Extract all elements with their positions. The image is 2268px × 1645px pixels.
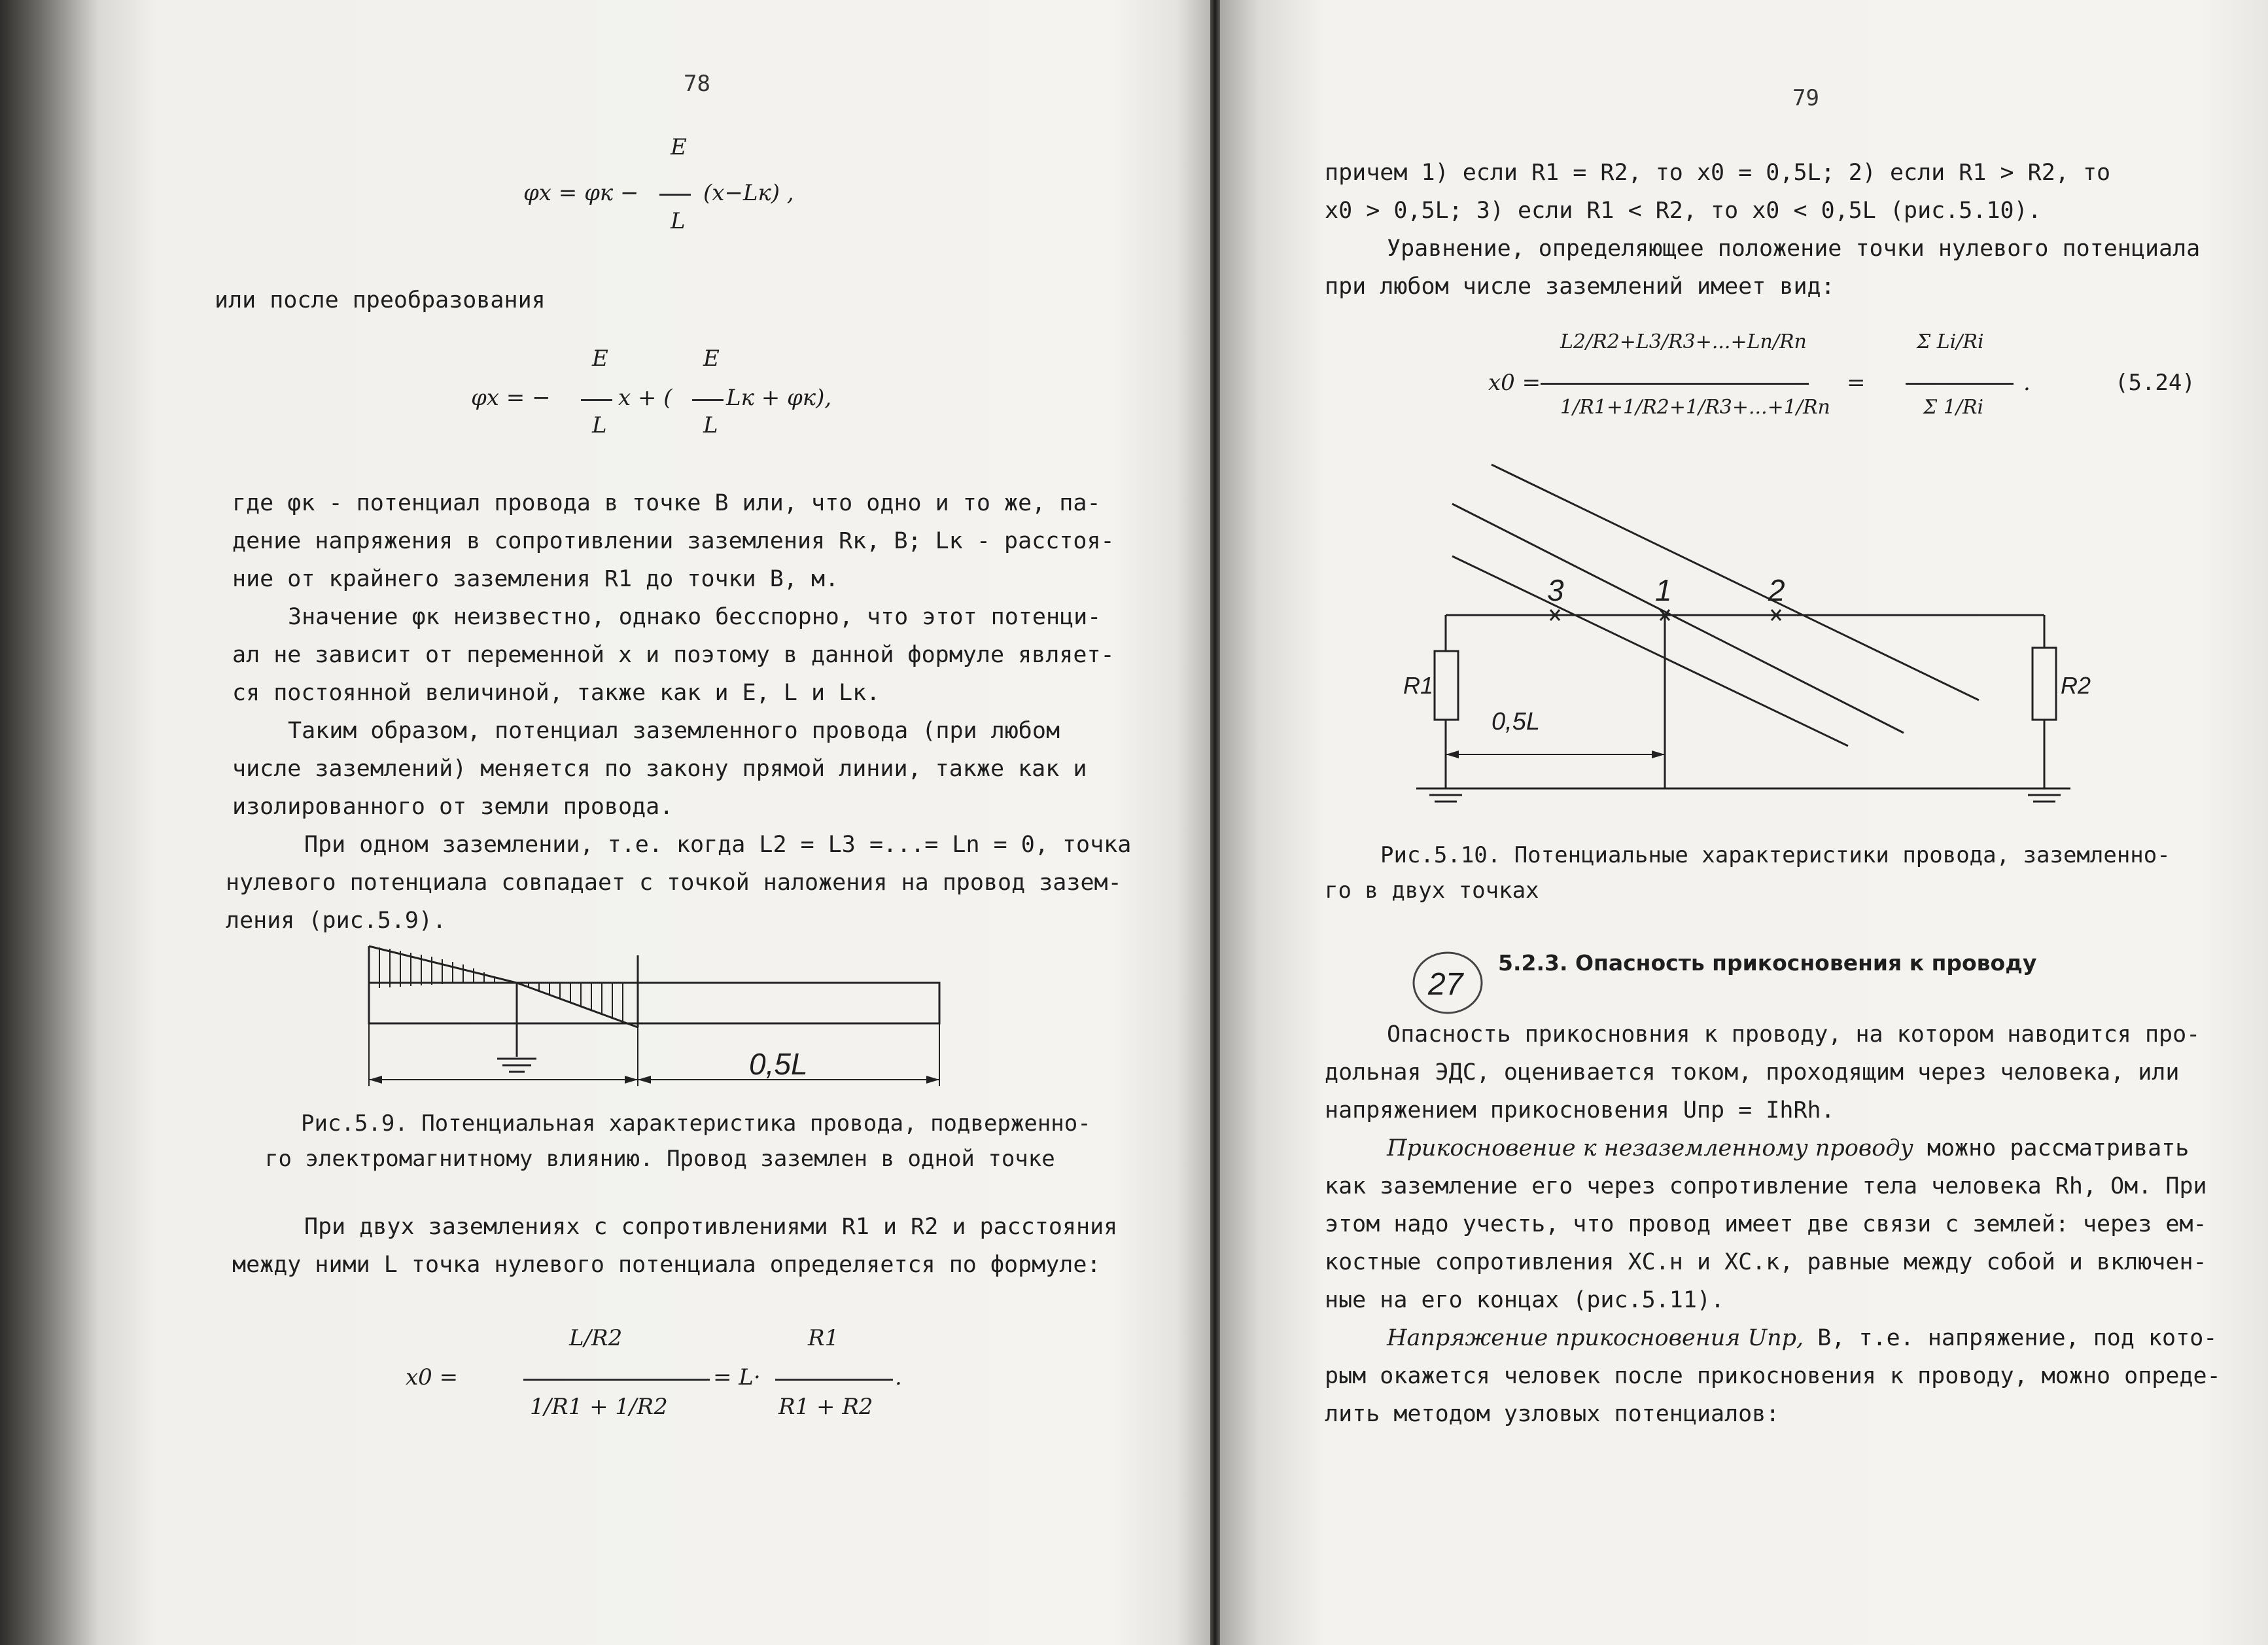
formula3-denominator1: 1/R1 + 1/R2: [530, 1394, 668, 1420]
formula3-lhs: x0 =: [406, 1364, 459, 1390]
formula1-lhs: φx = φк −: [523, 180, 639, 206]
r-para4-line3: этом надо учесть, что провод имеет две связи с землей: через ем-: [1325, 1211, 2207, 1237]
fig510-potential-line-1: [1452, 504, 1904, 733]
formula4-fraction-bar2: [1906, 383, 2014, 385]
formula2-denominator1: L: [592, 412, 607, 438]
formula4-eq: =: [1847, 370, 1866, 396]
formula3-numerator1: L/R2: [569, 1325, 623, 1351]
page-number-right: 79: [1792, 85, 1819, 111]
formula1-fraction-bar: [659, 194, 691, 196]
fig59-wire: [369, 983, 939, 1023]
caption510-line2: го в двух точках: [1325, 877, 1539, 904]
fig510-label-3: 3: [1547, 573, 1564, 607]
r-para5-lead: Напряжение прикосновения Uпр,: [1387, 1325, 1804, 1351]
r-para3-line2: дольная ЭДС, оценивается током, проходящим через человека, или: [1325, 1059, 2180, 1086]
handwritten-mark-text: 27: [1428, 967, 1463, 1002]
r-para4-line5: ные на его концах (рис.5.11).: [1325, 1287, 1725, 1313]
r-para5-line1: [1387, 1319, 2217, 1357]
book-gutter: [1210, 0, 1220, 1645]
formula3-eq: = L·: [713, 1364, 761, 1390]
caption510-line1: Рис.5.10. Потенциальные характеристики провода, заземленно-: [1380, 842, 2171, 868]
r-para4-lead: Прикосновение к незаземленному проводу: [1387, 1135, 1913, 1161]
formula3-numerator2: R1: [808, 1325, 839, 1351]
fig59-hatching: [369, 946, 623, 1022]
section-heading: 5.2.3. Опасность прикосновения к проводу: [1498, 950, 2037, 976]
para2-line2: ал не зависит от переменной x и поэтому в данной формуле являет-: [232, 642, 1115, 668]
formula4-numerator2: Σ Li/Ri: [1917, 330, 1984, 353]
figure-5-10: [1325, 458, 2136, 824]
r-para1-line2: x0 > 0,5L; 3) если R1 < R2, то x0 < 0,5L (рис.5.10).: [1325, 198, 2042, 224]
formula4-lhs: x0 =: [1488, 370, 1541, 396]
right-page: [1220, 0, 2268, 1645]
r-para3-line1: Опасность прикосновния к проводу, на котором наводится про-: [1387, 1021, 2201, 1048]
formula2-fraction-bar1: [581, 399, 612, 401]
r-para4-line4: костные сопротивления XС.н и XС.к, равные между собой и включен-: [1325, 1249, 2207, 1275]
r-para5-line1-rest: В, т.е. напряжение, под кото-: [1804, 1325, 2218, 1351]
para1-line2: дение напряжения в сопротивлении заземления Rк, В; Lк - расстоя-: [232, 528, 1115, 554]
formula3-denominator2: R1 + R2: [778, 1394, 873, 1420]
para1-line3: ние от крайнего заземления R1 до точки B, м.: [232, 566, 839, 592]
fig510-resistor-r2: [2032, 648, 2056, 720]
fig59-ground-symbol: [497, 1059, 536, 1072]
fig59-label-half: 0,5L: [749, 1047, 808, 1081]
formula4-denominator2: Σ 1/Ri: [1923, 396, 1984, 419]
formula2-numerator2: E: [703, 345, 720, 372]
fig510-arrow-left: [1446, 751, 1459, 758]
formula3-fraction-bar1: [523, 1379, 710, 1381]
formula4-number: (5.24): [2115, 370, 2195, 396]
para1-line1: где φк - потенциал провода в точке B или, что одно и то же, па-: [232, 490, 1101, 516]
fig510-label-1: 1: [1655, 573, 1672, 607]
r-para2-line2: при любом числе заземлений имеет вид:: [1325, 274, 1835, 300]
para4-line2: нулевого потенциала совпадает с точкой наложения на провод зазем-: [226, 870, 1122, 896]
fig59-arrow-midleft: [625, 1076, 638, 1084]
r-para2-line1: Уравнение, определяющее положение точки нулевого потенциала: [1387, 236, 2201, 262]
formula1-denominator: L: [671, 208, 686, 234]
fig59-arrow-left: [369, 1076, 382, 1084]
fig510-label-r2: R2: [2061, 672, 2091, 699]
para3-line3: изолированного от земли провода.: [232, 794, 674, 820]
fig510-label-2: 2: [1768, 573, 1785, 607]
para5-line1: При двух заземлениях с сопротивлениями R1 и R2 и расстояния: [304, 1214, 1118, 1240]
fig510-resistor-r1: [1435, 651, 1458, 720]
fig59-arrow-midright: [638, 1076, 651, 1084]
formula4-fraction-bar1: [1541, 383, 1809, 385]
text-after-formula1: или после преобразования: [215, 287, 546, 313]
para3-line1: Таким образом, потенциал заземленного провода (при любом: [288, 718, 1060, 744]
formula1-numerator: E: [671, 134, 687, 160]
formula2-lhs: φx = −: [471, 385, 551, 411]
fig510-ground-symbol-right: [2028, 795, 2061, 802]
para2-line3: ся постоянной величиной, также как и E, L и Lк.: [232, 680, 881, 706]
formula4-end: .: [2023, 370, 2031, 396]
page-number-left: 78: [684, 71, 710, 97]
formula1-rhs: (x−Lк) ,: [703, 180, 794, 206]
para4-line1: При одном заземлении, т.е. когда L2 = L3 =...= Ln = 0, точка: [304, 832, 1132, 858]
formula2-rhs: Lк + φк),: [726, 385, 832, 411]
para3-line2: числе заземлений) меняется по закону прямой линии, также как и: [232, 756, 1087, 782]
figure-5-9: [353, 929, 942, 1106]
fig510-label-r1: R1: [1403, 672, 1434, 699]
formula2-numerator1: E: [592, 345, 608, 372]
formula3-fraction-bar2: [775, 1379, 893, 1381]
r-para3-line3: напряжением прикосновения Uпр = IhRh.: [1325, 1097, 1835, 1123]
fig510-arrow-right: [1652, 751, 1665, 758]
formula4-denominator1: 1/R1+1/R2+1/R3+...+1/Rn: [1560, 396, 1830, 419]
para4-line3: ления (рис.5.9).: [226, 908, 447, 934]
r-para5-line3: лить методом узловых потенциалов:: [1325, 1401, 1780, 1427]
formula2-mid: x + (: [618, 385, 672, 411]
r-para5-line2: рым окажется человек после прикосновения к проводу, можно опреде-: [1325, 1363, 2221, 1389]
handwritten-mark: [1410, 947, 1488, 1019]
fig510-ground-symbol-left: [1429, 795, 1462, 802]
fig59-arrow-right: [926, 1076, 939, 1084]
formula2-fraction-bar2: [692, 399, 724, 401]
caption59-line2: го электромагнитному влиянию. Провод заземлен в одной точке: [265, 1146, 1055, 1172]
para2-line1: Значение φк неизвестно, однако бесспорно, что этот потенци-: [288, 604, 1102, 630]
fig59-potential-line: [369, 946, 638, 1027]
r-para4-line1: [1387, 1129, 2189, 1167]
formula3-end: .: [895, 1364, 902, 1390]
para5-line2: между ними L точка нулевого потенциала определяется по формуле:: [232, 1252, 1101, 1278]
fig510-label-half: 0,5L: [1492, 708, 1540, 735]
r-para4-line2: как заземление его через сопротивление тела человека Rh, Ом. При: [1325, 1173, 2207, 1199]
formula2-denominator2: L: [703, 412, 718, 438]
r-para4-line1-rest: можно рассматривать: [1913, 1135, 2189, 1161]
fig510-potential-line-2: [1492, 465, 1979, 700]
formula4-numerator1: L2/R2+L3/R3+...+Ln/Rn: [1560, 330, 1807, 353]
r-para1-line1: причем 1) если R1 = R2, то x0 = 0,5L; 2) если R1 > R2, то: [1325, 160, 2111, 186]
caption59-line1: Рис.5.9. Потенциальная характеристика провода, подверженно-: [301, 1110, 1091, 1137]
